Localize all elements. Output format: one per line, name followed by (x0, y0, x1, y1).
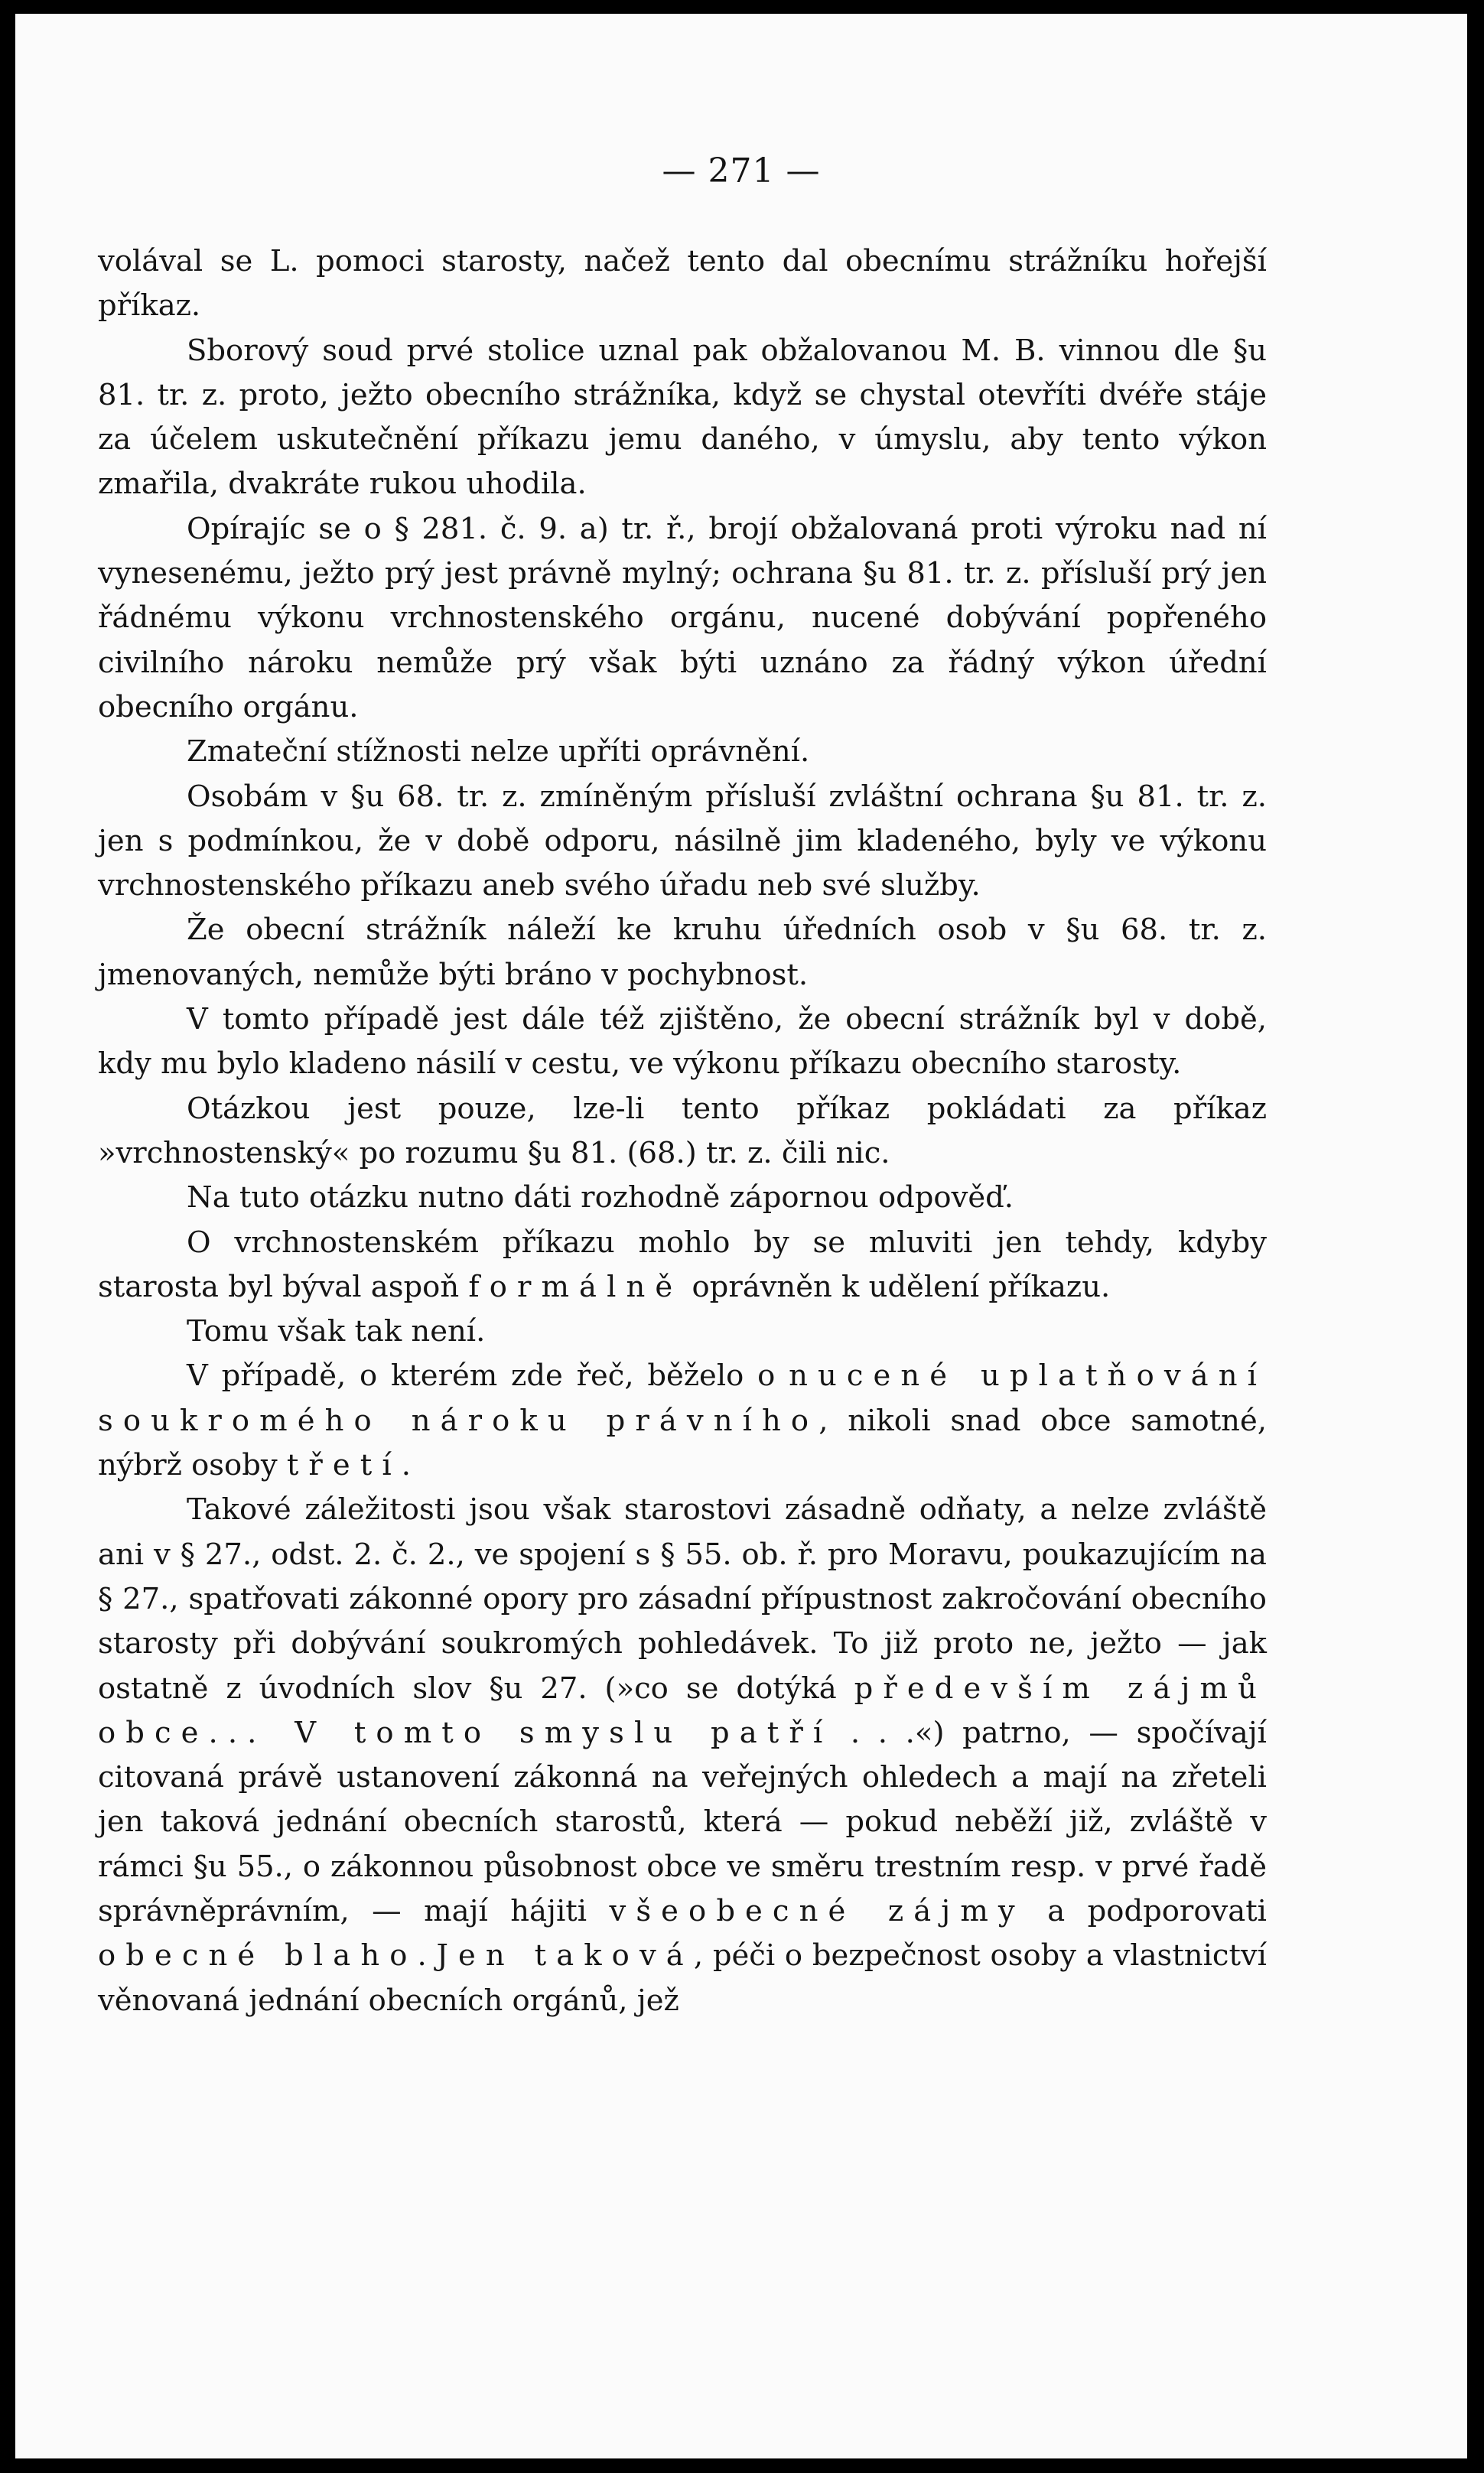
spaced-emphasis: především zájmů obce... V tomto smyslu patří (98, 1671, 1267, 1750)
text-run: Sborový soud prvé stolice uznal pak obžalovanou M. B. vinnou dle §u 81. tr. z. proto, ježto obecního strážníka, když se chystal otevříti dvéře stáje za účelem uskutečnění příkazu jemu daného, v úmyslu, aby tento výkon zmařila, dvakráte rukou uhodila. (98, 333, 1267, 502)
text-run: V tomto případě jest dále též zjištěno, že obecní strážník byl v době, kdy mu bylo kladeno násilí v cestu, ve výkonu příkazu obecního starosty. (98, 1002, 1267, 1082)
paragraph (98, 775, 1267, 909)
text-run: Takové záležitosti jsou však starostovi zásadně odňaty, a nelze zvláště ani v § 27., odst. 2. č. 2., ve spojení s § 55. ob. ř. pro Moravu, poukazujícím na § 27., spatřovati zákonné opory pro zásadní přípustnost zakročování obecního starosty při dobývání soukromých pohledávek. To již proto ne, ježto — jak ostatně z úvodních slov §u 27. (»co se dotýká (98, 1492, 1267, 1706)
text-run: , nikoli snad obce samotné, nýbrž osoby (98, 1403, 1267, 1483)
paragraph (98, 908, 1267, 997)
text-run: , péči o bezpečnost osoby a vlastnictví věnovaná jednání obecních orgánů, jež (98, 1938, 1267, 2018)
text-run: . (401, 1448, 412, 1483)
paragraph (98, 1176, 1267, 1220)
text-run: O vrchnostenském příkazu mohlo by se mluviti jen tehdy, kdyby starosta byl býval aspoň (98, 1225, 1267, 1304)
paragraph (98, 1488, 1267, 2023)
text-run: oprávněn k udělení příkazu. (682, 1269, 1111, 1304)
text-run: Že obecní strážník náleží ke kruhu úředních osob v §u 68. tr. z. jmenovaných, nemůže býti bráno v pochybnost. (98, 913, 1267, 992)
text-run: Na tuto otázku nutno dáti rozhodně zápornou odpověď. (187, 1180, 1014, 1215)
text-run: . . .«) patrno, — spočívají citovaná právě ustanovení zákonná na veřejných ohledech a mají na zřeteli jen taková jednání obecních starostů, která — pokud neběží již, zvláště v rámci §u 55., o zákonnou působnost obce ve směru trestním resp. v prvé řadě správněprávním, — mají hájiti (98, 1715, 1267, 1928)
paragraph (98, 329, 1267, 507)
text-run: Tomu však tak není. (187, 1314, 486, 1349)
text-run: V případě, o kterém zde řeč, běželo o (187, 1359, 789, 1394)
book-page (15, 14, 1467, 2458)
spaced-emphasis: všeobecné zájmy (609, 1893, 1025, 1928)
text-run: a podporovati (1024, 1893, 1267, 1928)
paragraph (98, 1087, 1267, 1176)
paragraph (98, 239, 1267, 329)
text-run: Osobám v §u 68. tr. z. zmíněným přísluší zvláštní ochrana §u 81. tr. z. jen s podmínkou, že v době odporu, násilně jim kladeného, byly ve výkonu vrchnostenského příkazu aneb svého úřadu neb své služby. (98, 779, 1267, 903)
paragraph (98, 1354, 1267, 1488)
page-number: — 271 — (662, 151, 821, 190)
spaced-emphasis: nucené uplatňování soukromého nároku právního (98, 1359, 1268, 1438)
text-run: Otázkou jest pouze, lze-li tento příkaz pokládati za příkaz »vrchnostenský« po rozumu §u 81. (68.) tr. z. čili nic. (98, 1091, 1267, 1170)
paragraph (98, 730, 1267, 774)
paragraph (98, 507, 1267, 730)
spaced-emphasis: obecné blaho (98, 1938, 418, 1974)
spaced-emphasis: formálně (468, 1269, 683, 1304)
spaced-emphasis: třetí (286, 1448, 402, 1483)
paragraph (98, 1221, 1267, 1310)
text-run: . (417, 1938, 437, 1974)
text-run: Opírajíc se o § 281. č. 9. a) tr. ř., brojí obžalovaná proti výroku nad ní vynesenému, ježto prý jest právně mylný; ochrana §u 81. tr. z. přísluší prý jen řádnému výkonu vrchnostenského orgánu, nucené dobývání popřeného civilního nároku nemůže prý však býti uznáno za řádný výkon úřední obecního orgánu. (98, 511, 1267, 724)
spaced-emphasis: Jen taková (436, 1938, 694, 1974)
paragraph (98, 1310, 1267, 1354)
body-text (98, 239, 1267, 2023)
paragraph (98, 997, 1267, 1087)
text-run: volával se L. pomoci starosty, načež tento dal obecnímu strážníku hořejší příkaz. (98, 244, 1267, 324)
text-run: Zmateční stížnosti nelze upříti oprávnění. (187, 734, 810, 770)
